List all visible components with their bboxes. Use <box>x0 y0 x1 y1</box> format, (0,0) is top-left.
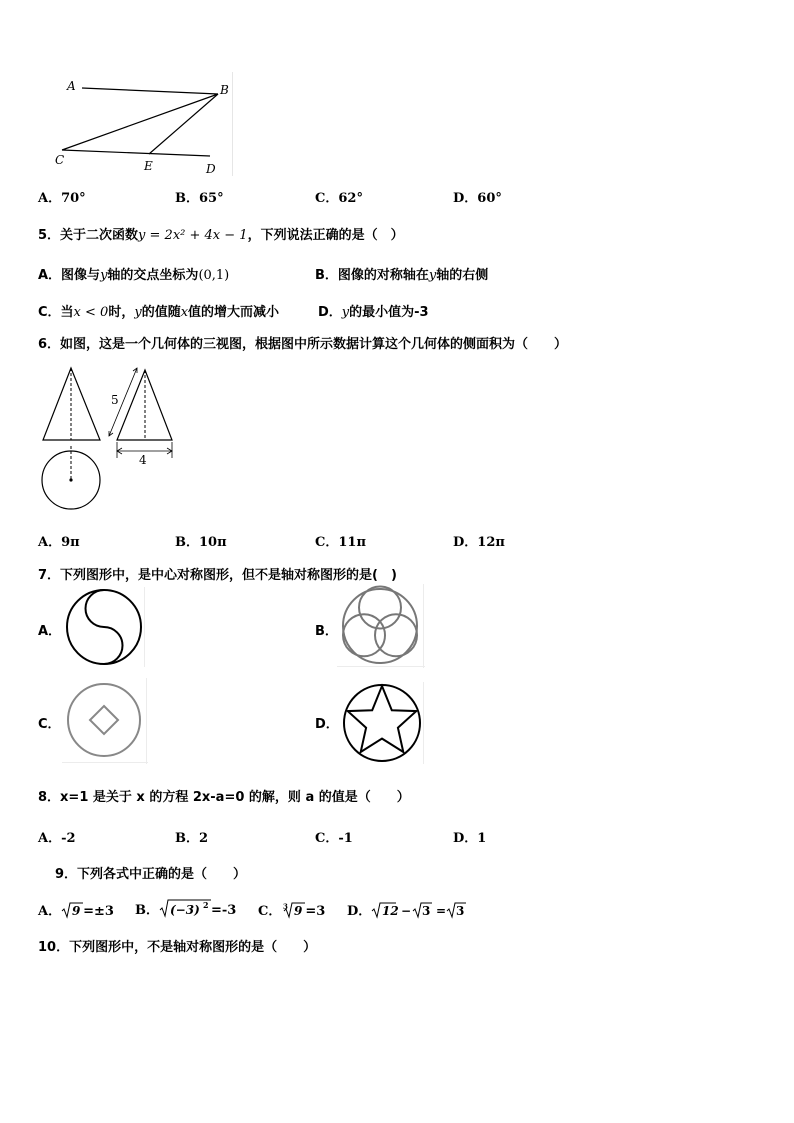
q8-option-a[interactable]: A．-2 <box>38 831 76 846</box>
q9-option-a[interactable]: A． 9 =±3 <box>38 900 114 919</box>
svg-text:3: 3 <box>283 902 289 911</box>
q7-option-d-star-figure[interactable] <box>341 682 425 764</box>
q5-option-c[interactable]: C．当x < 0时，y的值随x值的增大而减小 <box>38 305 280 320</box>
q9-option-c-formula <box>281 901 305 919</box>
q5-option-b[interactable]: B．图像的对称轴在y轴的右侧 <box>315 268 489 283</box>
point-label-e: E <box>144 159 153 173</box>
svg-text:12: 12 <box>382 904 399 918</box>
svg-text:9: 9 <box>72 904 81 918</box>
q7-option-d-label[interactable]: D． <box>315 717 339 732</box>
slant-dimension-label: 5 <box>111 393 119 407</box>
q4-option-c[interactable]: C．62° <box>315 191 363 206</box>
q7-stem: 7．下列图形中，是中心对称图形，但不是轴对称图形的是( ) <box>38 568 397 583</box>
point-label-a: A <box>67 79 76 93</box>
q6-option-a[interactable]: A．9π <box>38 535 80 550</box>
svg-text:9: 9 <box>294 904 303 918</box>
q9-option-b[interactable]: B． (−3) 2 =-3 <box>135 900 237 918</box>
point-label-d: D <box>206 162 216 176</box>
q9-option-a-formula <box>61 901 83 919</box>
svg-text:−: − <box>401 904 412 918</box>
q7-option-a-taiji-figure[interactable] <box>62 587 146 667</box>
q9-option-d-formula <box>371 901 471 919</box>
q9-stem: 9．下列各式中正确的是（ ） <box>55 867 247 882</box>
q7-option-a-label[interactable]: A． <box>38 624 62 639</box>
point-label-c: C <box>55 153 65 167</box>
q6-option-c[interactable]: C．11π <box>315 535 366 550</box>
svg-text:=: = <box>436 904 447 918</box>
svg-text:3: 3 <box>456 904 465 918</box>
q6-option-b[interactable]: B．10π <box>175 535 227 550</box>
q7-option-c-coin-figure[interactable] <box>62 678 148 764</box>
q5-option-a[interactable]: A．图像与y轴的交点坐标为(0,1) <box>38 268 230 283</box>
q4-option-d[interactable]: D．60° <box>453 191 502 206</box>
q7-option-b-three-arcs-figure[interactable] <box>337 584 425 668</box>
q8-option-d[interactable]: D．1 <box>453 831 487 846</box>
svg-text:2: 2 <box>203 900 209 910</box>
q8-stem: 8．x=1 是关于 x 的方程 2x-a=0 的解，则 a 的值是（ ） <box>38 790 410 805</box>
q5-option-d[interactable]: D．y的最小值为-3 <box>318 305 429 320</box>
q6-stem: 6．如图，这是一个几何体的三视图，根据图中所示数据计算这个几何体的侧面积为（ ） <box>38 337 568 352</box>
segment-cd <box>62 150 210 156</box>
q10-stem: 10．下列图形中，不是轴对称图形的是（ ） <box>38 940 317 955</box>
point-label-b: B <box>220 83 229 97</box>
q6-three-view-figure <box>38 362 188 512</box>
svg-text:3: 3 <box>422 904 431 918</box>
q4-option-a[interactable]: A．70° <box>38 191 86 206</box>
q6-option-d[interactable]: D．12π <box>453 535 505 550</box>
svg-text:(−3): (−3) <box>170 903 200 917</box>
segment-ab <box>82 88 218 94</box>
q7-option-b-label[interactable]: B． <box>315 624 338 639</box>
q7-option-c-label[interactable]: C． <box>38 717 61 732</box>
q4-option-b[interactable]: B．65° <box>175 191 224 206</box>
base-dimension-label: 4 <box>139 453 147 467</box>
q5-function-formula: y = 2x² + 4x − 1 <box>138 228 248 243</box>
q5-stem: 5．关于二次函数y = 2x² + 4x − 1，下列说法正确的是（ ） <box>38 228 404 243</box>
segment-be <box>149 94 218 154</box>
q9-option-d[interactable]: D． 12 − 3 = 3 <box>347 900 471 919</box>
q4-figure <box>52 72 242 180</box>
q9-option-b-formula <box>159 898 211 918</box>
q9-option-c[interactable]: C． 3 9 =3 <box>258 902 326 919</box>
q8-option-c[interactable]: C．-1 <box>315 831 353 846</box>
segment-bc <box>62 94 218 150</box>
q8-option-b[interactable]: B．2 <box>175 831 209 846</box>
